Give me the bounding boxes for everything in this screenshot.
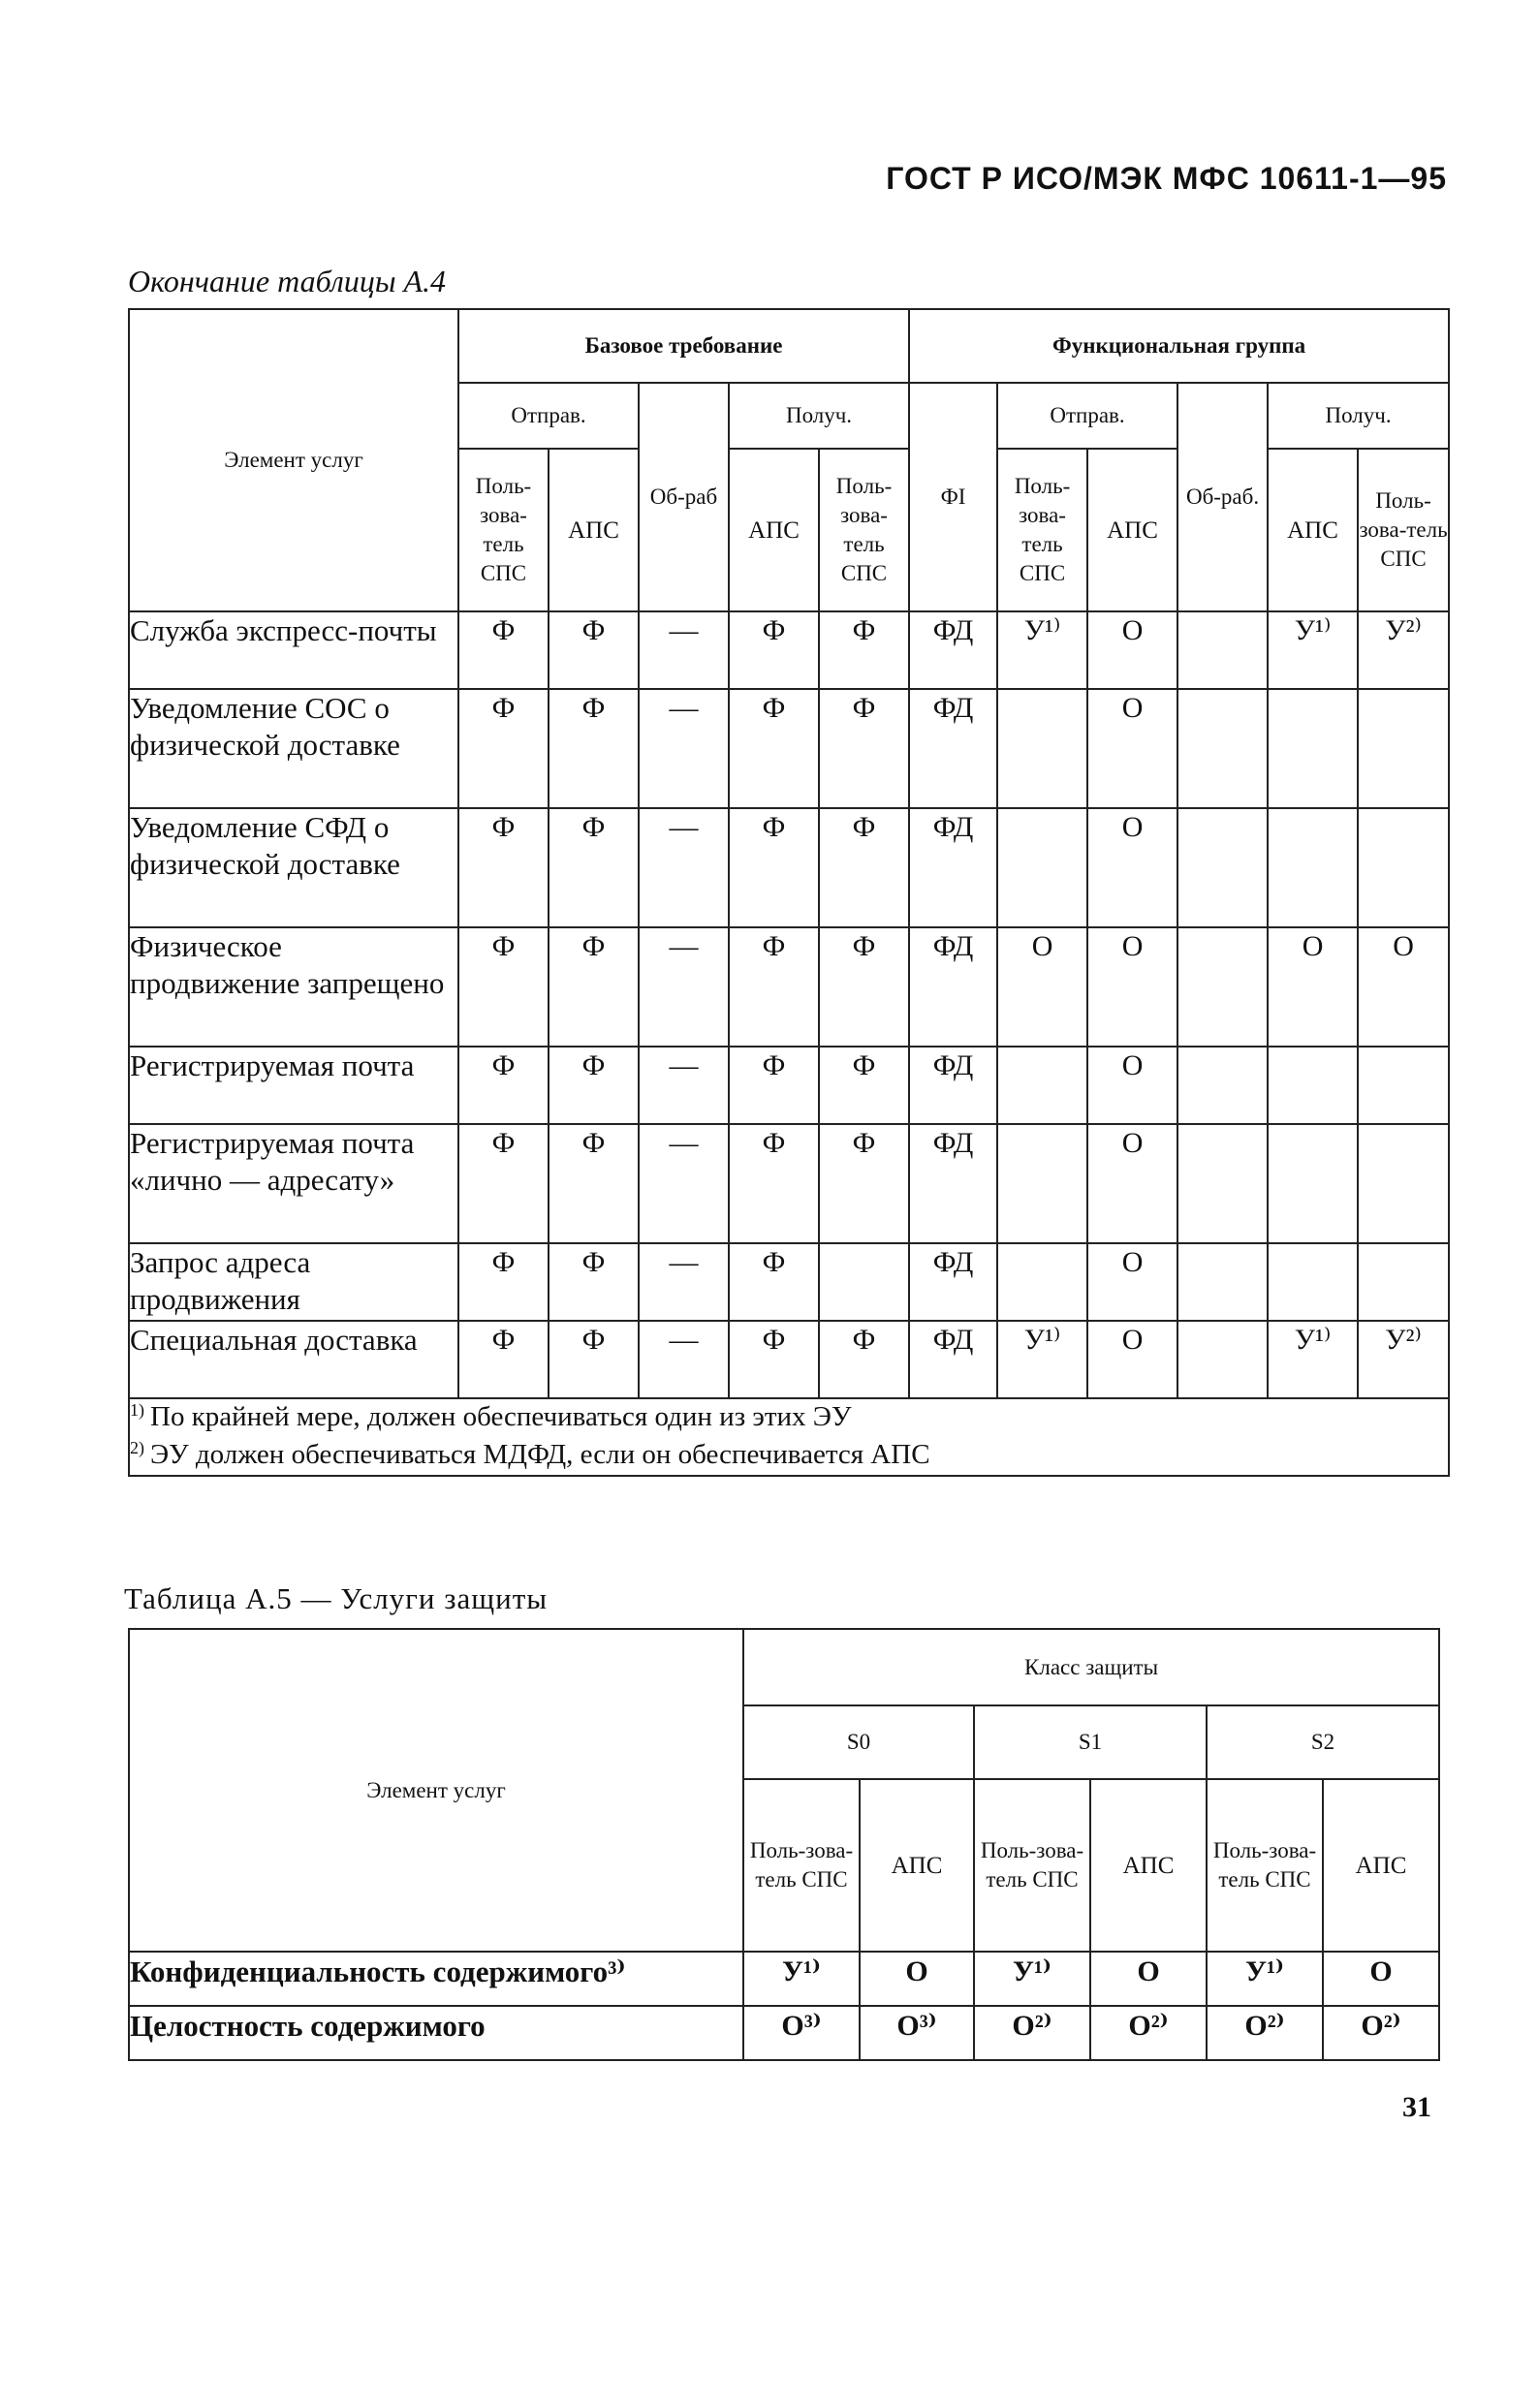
table-cell xyxy=(1268,1047,1358,1124)
table-cell: У¹⁾ xyxy=(974,1952,1090,2006)
table-row xyxy=(129,1952,1439,2006)
table-cell xyxy=(1268,1243,1358,1321)
table-cell: О xyxy=(1087,808,1177,927)
footnote: $^{2)}$ ЭУ должен обеспечиваться МДФД, если он обеспечивается АПС xyxy=(130,1438,930,1470)
table-cell: ФД xyxy=(909,689,997,808)
table-cell xyxy=(997,689,1087,808)
table-cell: Ф xyxy=(819,1321,909,1398)
table-cell: — xyxy=(639,1243,729,1321)
table-a4-caption: Окончание таблицы А.4 xyxy=(128,264,447,298)
table-cell: — xyxy=(639,611,729,689)
table-cell xyxy=(1358,1124,1449,1243)
table-cell xyxy=(997,1243,1087,1321)
table-cell: Ф xyxy=(458,808,549,927)
table-cell: О xyxy=(860,1952,974,2006)
table-cell: Ф xyxy=(729,927,819,1047)
table-cell: Ф xyxy=(458,927,549,1047)
header-obrab: Об-раб. xyxy=(1177,383,1268,611)
header-s0: S0 xyxy=(743,1705,974,1779)
table-cell: Ф xyxy=(819,927,909,1047)
table-row xyxy=(129,1243,1449,1321)
service-element-name: Специальная доставка xyxy=(129,1321,458,1398)
table-row xyxy=(129,2006,1439,2060)
table-cell: Ф xyxy=(458,1321,549,1398)
table-cell: ФД xyxy=(909,1321,997,1398)
table-a5 xyxy=(128,1628,1440,2061)
table-row xyxy=(129,808,1449,927)
header-user-sps: Поль-зова-тель СПС xyxy=(997,449,1087,611)
table-cell: О xyxy=(1087,927,1177,1047)
header-user-sps: Поль-зова-тель СПС xyxy=(819,449,909,611)
table-cell xyxy=(1358,1243,1449,1321)
table-cell: О xyxy=(1087,1124,1177,1243)
header-aps: АПС xyxy=(729,449,819,611)
table-cell: У²⁾ xyxy=(1358,1321,1449,1398)
table-cell: У²⁾ xyxy=(1358,611,1449,689)
table-cell xyxy=(819,1243,909,1321)
table-cell: О²⁾ xyxy=(974,2006,1090,2060)
header-base: Базовое требование xyxy=(458,309,909,383)
table-row xyxy=(129,1321,1449,1398)
table-cell: Ф xyxy=(458,1047,549,1124)
table-cell: Ф xyxy=(549,1243,639,1321)
table-cell: Ф xyxy=(819,808,909,927)
table-cell xyxy=(1177,1124,1268,1243)
table-cell xyxy=(1268,1124,1358,1243)
table-cell: Ф xyxy=(819,689,909,808)
table-cell: Ф xyxy=(549,1321,639,1398)
table-cell: О³⁾ xyxy=(743,2006,860,2060)
table-a5-body xyxy=(129,1952,1439,2060)
header-send: Отправ. xyxy=(458,383,639,449)
header-aps: АПС xyxy=(1090,1779,1207,1952)
service-element-name: Запрос адреса продвижения xyxy=(129,1243,458,1321)
header-element: Элемент услуг xyxy=(129,1629,743,1952)
table-cell xyxy=(997,1047,1087,1124)
table-cell: О xyxy=(997,927,1087,1047)
header-aps: АПС xyxy=(549,449,639,611)
table-cell: Ф xyxy=(729,1243,819,1321)
table-cell xyxy=(1177,1047,1268,1124)
table-cell: О xyxy=(1087,1243,1177,1321)
header-s1: S1 xyxy=(974,1705,1207,1779)
service-element-name: Служба экспресс-почты xyxy=(129,611,458,689)
table-cell: О xyxy=(1087,611,1177,689)
table-cell: Ф xyxy=(729,1047,819,1124)
table-cell: Ф xyxy=(549,1047,639,1124)
table-row xyxy=(129,1047,1449,1124)
footnote: $^{1)}$ По крайней мере, должен обеспечиваться один из этих ЭУ xyxy=(130,1400,852,1432)
table-cell: Ф xyxy=(549,927,639,1047)
table-cell: У¹⁾ xyxy=(997,1321,1087,1398)
table-cell: У¹⁾ xyxy=(997,611,1087,689)
table-cell: ФД xyxy=(909,808,997,927)
service-element-name: Уведомление СОС о физической доставке xyxy=(129,689,458,808)
table-cell: Ф xyxy=(458,1124,549,1243)
table-cell: О xyxy=(1358,927,1449,1047)
table-cell: О xyxy=(1087,689,1177,808)
header-s2: S2 xyxy=(1207,1705,1439,1779)
service-element-name: Регистрируемая почта xyxy=(129,1047,458,1124)
table-cell xyxy=(1358,1047,1449,1124)
table-row xyxy=(129,927,1449,1047)
table-cell: Ф xyxy=(729,1321,819,1398)
table-cell: Ф xyxy=(819,611,909,689)
table-cell xyxy=(1177,927,1268,1047)
service-element-name: Конфиденциальность содержимого³⁾ xyxy=(129,1952,743,2006)
table-cell: — xyxy=(639,808,729,927)
document-header: ГОСТ Р ИСО/МЭК МФС 10611-1—95 xyxy=(886,161,1447,196)
service-element-name: Целостность содержимого xyxy=(129,2006,743,2060)
table-a4-notes xyxy=(129,1398,1449,1476)
header-obrab: Об-раб xyxy=(639,383,729,611)
table-cell: Ф xyxy=(729,808,819,927)
header-user-sps: Поль-зова-тель СПС xyxy=(1358,449,1449,611)
header-func-group: Функциональная группа xyxy=(909,309,1449,383)
header-element: Элемент услуг xyxy=(129,309,458,611)
service-element-name: Уведомление СФД о физической доставке xyxy=(129,808,458,927)
table-cell xyxy=(1177,611,1268,689)
table-cell: ФД xyxy=(909,1124,997,1243)
table-cell: Ф xyxy=(549,689,639,808)
table-cell: — xyxy=(639,927,729,1047)
table-cell: — xyxy=(639,1124,729,1243)
table-cell: — xyxy=(639,1047,729,1124)
table-cell: О xyxy=(1323,1952,1439,2006)
header-user-sps: Поль-зова-тель СПС xyxy=(743,1779,860,1952)
table-row xyxy=(129,611,1449,689)
table-row xyxy=(129,1124,1449,1243)
table-cell: У¹⁾ xyxy=(1268,611,1358,689)
table-cell: ФД xyxy=(909,1243,997,1321)
table-cell xyxy=(1177,1321,1268,1398)
table-cell xyxy=(1268,689,1358,808)
table-cell: — xyxy=(639,1321,729,1398)
table-cell: Ф xyxy=(549,611,639,689)
table-cell xyxy=(997,808,1087,927)
table-cell: ФД xyxy=(909,1047,997,1124)
table-cell xyxy=(1177,689,1268,808)
table-a4 xyxy=(128,308,1450,1477)
table-cell: У¹⁾ xyxy=(743,1952,860,2006)
table-cell: У¹⁾ xyxy=(1268,1321,1358,1398)
table-cell xyxy=(1177,808,1268,927)
table-cell xyxy=(1358,808,1449,927)
table-cell: Ф xyxy=(458,611,549,689)
header-user-sps: Поль-зова-тель СПС xyxy=(974,1779,1090,1952)
table-cell: Ф xyxy=(549,808,639,927)
header-aps: АПС xyxy=(1323,1779,1439,1952)
table-cell xyxy=(997,1124,1087,1243)
table-a4-body xyxy=(129,611,1449,1398)
table-cell: У¹⁾ xyxy=(1207,1952,1323,2006)
table-cell: О xyxy=(1087,1047,1177,1124)
header-send: Отправ. xyxy=(997,383,1177,449)
header-aps: АПС xyxy=(1087,449,1177,611)
table-cell: Ф xyxy=(729,611,819,689)
table-cell: — xyxy=(639,689,729,808)
table-cell: О³⁾ xyxy=(860,2006,974,2060)
header-fi: ФI xyxy=(909,383,997,611)
header-aps: АПС xyxy=(860,1779,974,1952)
header-aps: АПС xyxy=(1268,449,1358,611)
table-cell: О²⁾ xyxy=(1207,2006,1323,2060)
table-cell: ФД xyxy=(909,927,997,1047)
header-class: Класс защиты xyxy=(743,1629,1439,1705)
table-cell xyxy=(1358,689,1449,808)
page-number: 31 xyxy=(1402,2091,1431,2123)
table-cell: Ф xyxy=(729,1124,819,1243)
table-cell: ФД xyxy=(909,611,997,689)
table-cell: Ф xyxy=(819,1047,909,1124)
table-a5-caption: Таблица А.5 — Услуги защиты xyxy=(124,1581,549,1615)
table-cell: Ф xyxy=(729,689,819,808)
table-cell xyxy=(1268,808,1358,927)
table-cell: О xyxy=(1268,927,1358,1047)
header-user-sps: Поль-зова-тель СПС xyxy=(1207,1779,1323,1952)
table-cell: О xyxy=(1090,1952,1207,2006)
table-cell: Ф xyxy=(819,1124,909,1243)
service-element-name: Физическое продвижение запрещено xyxy=(129,927,458,1047)
table-cell: О xyxy=(1087,1321,1177,1398)
header-user-sps: Поль-зова-тель СПС xyxy=(458,449,549,611)
table-cell: Ф xyxy=(458,1243,549,1321)
header-recv: Получ. xyxy=(1268,383,1449,449)
table-row xyxy=(129,689,1449,808)
table-cell: О²⁾ xyxy=(1090,2006,1207,2060)
service-element-name: Регистрируемая почта «лично — адресату» xyxy=(129,1124,458,1243)
header-recv: Получ. xyxy=(729,383,909,449)
table-cell: Ф xyxy=(458,689,549,808)
table-cell: О²⁾ xyxy=(1323,2006,1439,2060)
table-cell: Ф xyxy=(549,1124,639,1243)
table-cell xyxy=(1177,1243,1268,1321)
